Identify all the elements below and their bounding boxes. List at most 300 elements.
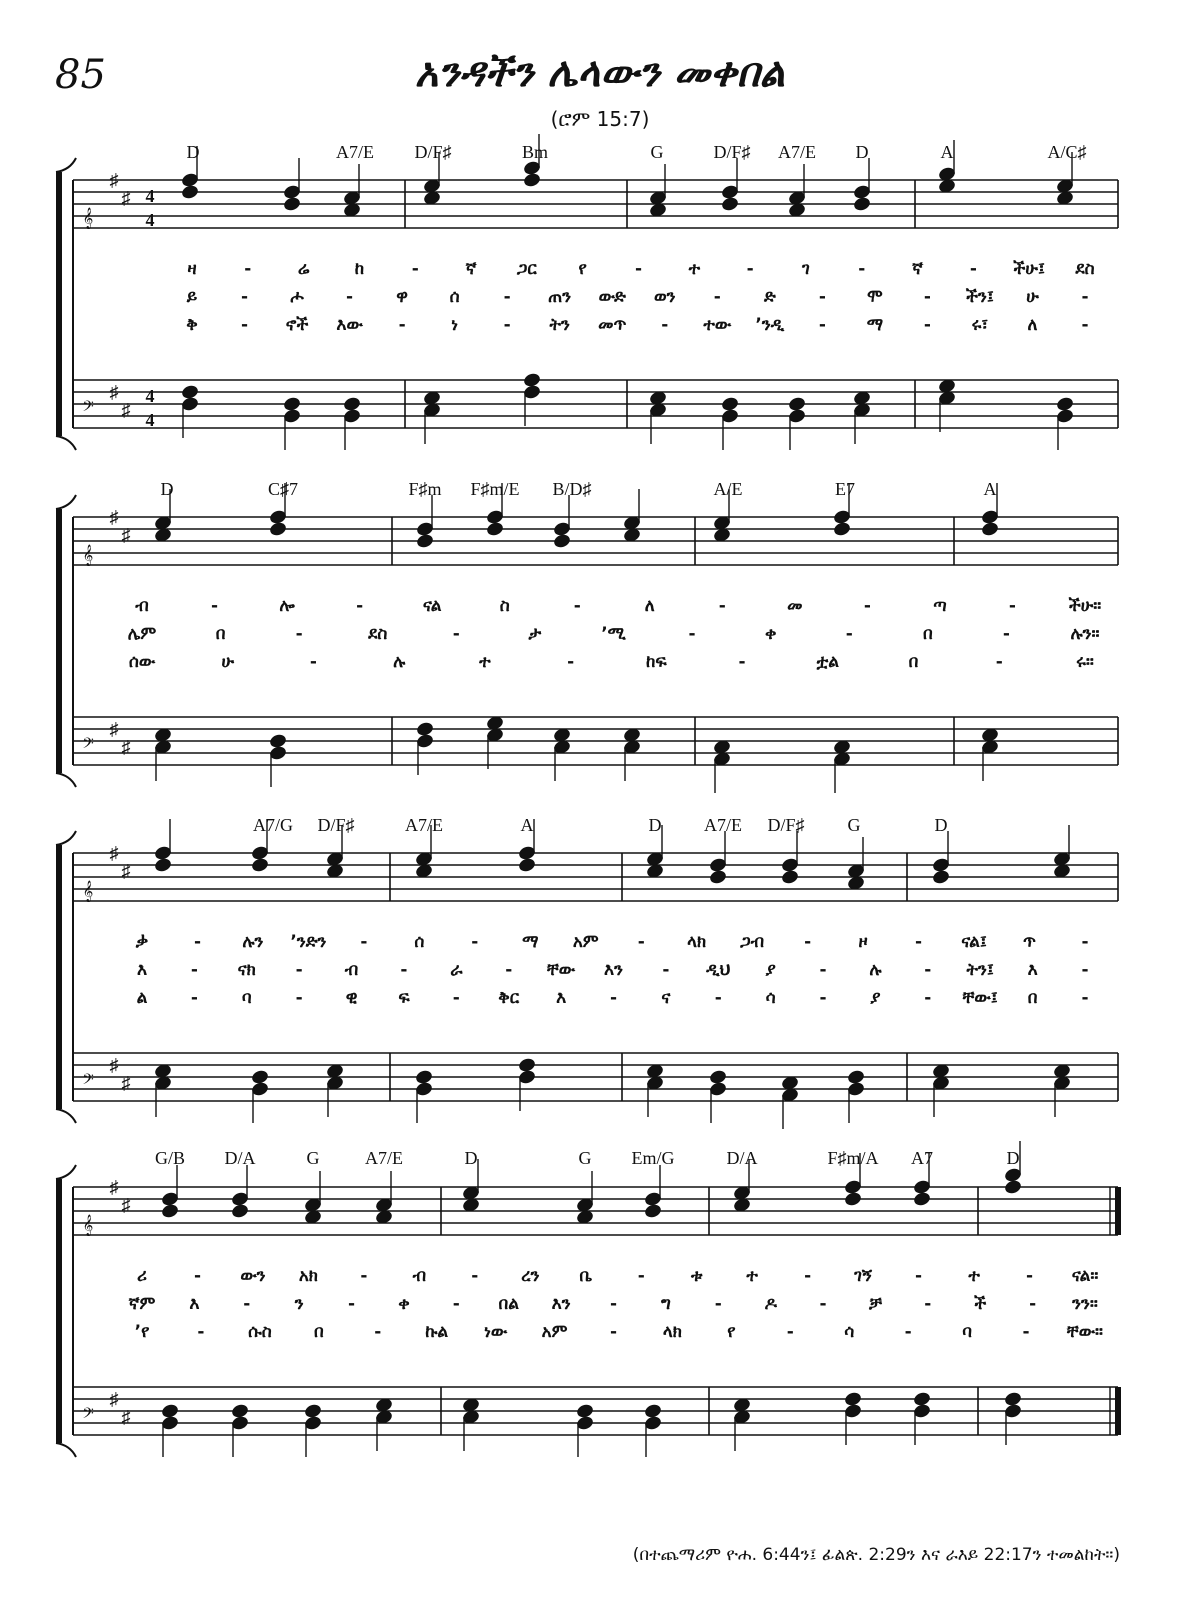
system-2-lyric-verse-3: ተ xyxy=(479,652,491,672)
system-4-lyric-verse-3: የ xyxy=(727,1322,736,1342)
system-3-lyric-verse-1: ጥ xyxy=(1023,932,1036,952)
system-4-chord-symbol: D xyxy=(464,1148,478,1168)
system-3-lyric-verse-3: - xyxy=(924,988,932,1008)
system-4-lyric-verse-3: ቸው። xyxy=(1067,1322,1103,1342)
system-1-lyric-verse-1: ደስ xyxy=(1075,259,1095,279)
system-3-key-signature-sharp-f: ♯ xyxy=(109,1055,119,1075)
system-4-lyric-verse-2: - xyxy=(452,1294,460,1314)
system-1-lyric-verse-1: - xyxy=(746,259,754,279)
system-2-bass-note-head xyxy=(415,721,434,738)
system-1-key-signature-sharp-c: ♯ xyxy=(121,400,131,420)
system-3-lyric-verse-3: - xyxy=(452,988,460,1008)
system-2-lyric-verse-2: ሉን። xyxy=(1070,624,1100,644)
system-4-bass-note-head xyxy=(643,1403,662,1420)
system-2-lyric-verse-1: ሎ xyxy=(279,596,295,616)
system-3-lyric-verse-1: ናል፤ xyxy=(961,932,987,952)
system-2-lyric-verse-1: - xyxy=(356,596,364,616)
system-2-lyric-verse-2: - xyxy=(295,624,303,644)
system-3-lyric-verse-2: - xyxy=(819,960,827,980)
system-4-treble-clef-icon: 𝄞 xyxy=(82,1215,94,1235)
system-1-key-signature-sharp-f: ♯ xyxy=(109,382,119,402)
time-signature-bottom: 4 xyxy=(145,210,155,230)
system-1-lyric-verse-1: ተ xyxy=(688,259,701,279)
system-1-chord-symbol: A7/E xyxy=(778,142,816,162)
system-1-lyric-verse-2: ጠን xyxy=(548,287,572,307)
system-2-lyric-verse-3: ሩ። xyxy=(1076,652,1094,672)
system-3-lyric-verse-1: - xyxy=(193,932,202,952)
system-3-lyric-verse-2: - xyxy=(190,960,198,980)
system-1-lyric-verse-3: - xyxy=(240,315,249,335)
system-1-bass-note-head xyxy=(180,384,199,401)
system-1-lyric-verse-1: ገ xyxy=(802,259,810,279)
system-1-lyric-verse-1: ከ xyxy=(354,259,365,279)
system-1-chord-symbol: A xyxy=(940,142,954,162)
system-4-bracket-top xyxy=(56,1165,76,1179)
system-4-chord-symbol: D xyxy=(1006,1148,1020,1168)
system-4-lyric-verse-2: ግ xyxy=(660,1294,671,1314)
system-4-lyric-verse-1: - xyxy=(915,1266,923,1286)
system-3-lyric-verse-2: - xyxy=(295,960,303,980)
system-4-lyric-verse-1: ረን xyxy=(521,1266,540,1286)
system-4-lyric-verse-2: - xyxy=(714,1294,722,1314)
system-4-lyric-verse-3: ኩል xyxy=(425,1322,449,1342)
system-4-chord-symbol: G xyxy=(578,1148,592,1168)
system-4-chord-symbol: D/A xyxy=(726,1148,758,1168)
song-title: አንዳችን ሌላውን መቀበል xyxy=(414,50,786,96)
system-2-lyric-verse-2: በ xyxy=(215,624,226,644)
system-2-lyric-verse-1: ናል xyxy=(422,596,442,616)
system-4-lyric-verse-3: - xyxy=(609,1322,618,1342)
system-3-lyric-verse-3: - xyxy=(1081,988,1089,1008)
system-1-lyric-verse-2: ሰ xyxy=(449,287,460,307)
system-4-lyric-verse-3: በ xyxy=(313,1322,324,1342)
system-2-lyric-verse-1: - xyxy=(573,596,581,616)
system-2-lyric-verse-3: ከፍ xyxy=(646,652,667,672)
system-1-lyric-verse-1: - xyxy=(858,259,866,279)
system-3-chord-symbol: A7/G xyxy=(253,815,293,835)
system-4-bass-note-head xyxy=(160,1403,179,1420)
system-3-lyric-verse-1: ቃ xyxy=(135,932,149,952)
system-2-chord-symbol: A xyxy=(983,479,997,499)
system-1-bass-note-head xyxy=(1055,396,1074,413)
system-1-lyric-verse-2: - xyxy=(713,287,721,307)
system-4-chord-symbol: F♯m/A xyxy=(827,1148,879,1168)
system-3-lyric-verse-3: ል xyxy=(136,988,148,1008)
system-4-lyric-verse-2: ቻ xyxy=(868,1294,882,1314)
system-3-lyric-verse-1: - xyxy=(637,932,645,952)
system-4-lyric-verse-1: ተ xyxy=(746,1266,758,1286)
system-3-lyric-verse-3: - xyxy=(190,988,198,1008)
system-4-chord-symbol: A7/E xyxy=(365,1148,403,1168)
system-1-bass-note-head xyxy=(787,396,806,413)
system-3-chord-symbol: G xyxy=(847,815,861,835)
system-4-lyric-verse-2: - xyxy=(1029,1294,1037,1314)
system-2-chord-symbol: B/D♯ xyxy=(552,479,592,499)
system-3-lyric-verse-3: ቸው፤ xyxy=(962,988,998,1008)
system-4-bass-note-head xyxy=(1003,1391,1022,1408)
system-1-lyric-verse-3: ለ xyxy=(1027,315,1038,335)
system-2-lyric-verse-1: ለ xyxy=(644,596,655,616)
system-3-lyric-verse-3: ሳ xyxy=(765,988,776,1008)
system-2-chord-symbol: D xyxy=(160,479,174,499)
system-3-chord-symbol: A xyxy=(520,815,534,835)
system-4-bracket-bottom xyxy=(56,1443,76,1457)
system-4-lyric-verse-3: ላክ xyxy=(662,1322,682,1342)
system-4-lyric-verse-3: - xyxy=(1022,1322,1030,1342)
system-1-chord-symbol: D xyxy=(186,142,200,162)
system-1-bass-note-head xyxy=(720,396,739,413)
system-1-lyric-verse-2: - xyxy=(503,287,511,307)
system-1-lyric-verse-2: ዋ xyxy=(396,287,408,307)
system-4-lyric-verse-2: ን xyxy=(294,1294,304,1314)
system-1-lyric-verse-3: ቅ xyxy=(186,315,198,335)
system-4-lyric-verse-1: ናል። xyxy=(1071,1266,1099,1286)
system-4-lyric-verse-1: - xyxy=(471,1266,479,1286)
system-3-treble-clef-icon: 𝄞 xyxy=(82,881,94,901)
system-2-lyric-verse-2: በ xyxy=(922,624,933,644)
system-1-chord-symbol: D/F♯ xyxy=(713,142,751,162)
system-1-lyric-verse-2: - xyxy=(346,287,354,307)
system-1-lyric-verse-3: ነ xyxy=(451,315,459,335)
system-3-lyric-verse-1: ጋብ xyxy=(740,932,765,952)
system-3-lyric-verse-2: ትን፤ xyxy=(966,960,994,980)
song-number: 85 xyxy=(55,52,106,98)
system-1-lyric-verse-1: - xyxy=(244,259,252,279)
system-3-lyric-verse-1: ሰ xyxy=(414,932,425,952)
system-4-lyric-verse-1: - xyxy=(804,1266,812,1286)
system-3-lyric-verse-1: - xyxy=(471,932,479,952)
system-3-lyric-verse-2: እ xyxy=(136,960,148,980)
system-1-chord-symbol: A/C♯ xyxy=(1047,142,1087,162)
system-3-lyric-verse-3: በ xyxy=(1027,988,1038,1008)
system-3-bracket-top xyxy=(56,831,76,845)
system-3-lyric-verse-1: ዞ xyxy=(858,932,868,952)
system-1-lyric-verse-1: ችሁ፤ xyxy=(1013,259,1045,279)
system-1-lyric-verse-3: - xyxy=(818,315,826,335)
system-1-lyric-verse-3: መጥ xyxy=(598,315,627,335)
system-3-lyric-verse-2: ብ xyxy=(344,960,359,980)
system-3-lyric-verse-3: ና xyxy=(661,988,671,1008)
system-4-lyric-verse-1: ቱ xyxy=(690,1266,703,1286)
system-2-lyric-verse-1: - xyxy=(718,596,726,616)
system-3-lyric-verse-1: - xyxy=(360,932,368,952)
system-2-chord-symbol: F♯m/E xyxy=(470,479,520,499)
system-3-lyric-verse-3: እ xyxy=(556,988,567,1008)
system-4-lyric-verse-1: ሪ xyxy=(137,1266,147,1286)
system-3-lyric-verse-2: ያ xyxy=(765,960,776,980)
system-4-lyric-verse-1: ገኝ xyxy=(854,1266,873,1286)
system-1-lyric-verse-3: ተው xyxy=(703,315,732,335)
system-4-lyric-verse-2: - xyxy=(348,1294,356,1314)
system-1-chord-symbol: D/F♯ xyxy=(414,142,452,162)
system-1-lyric-verse-3: ’ንዲ xyxy=(755,315,785,335)
system-2-chord-symbol: C♯7 xyxy=(267,479,299,499)
system-4-lyric-verse-3: ’የ xyxy=(134,1322,150,1342)
system-2-lyric-verse-3: - xyxy=(567,652,575,672)
system-1-bass-note-head xyxy=(282,396,301,413)
system-1-lyric-verse-2: ሞ xyxy=(867,287,883,307)
time-signature-top: 4 xyxy=(145,186,155,206)
system-1-lyric-verse-3: - xyxy=(923,315,931,335)
system-1-lyric-verse-1: ሬ xyxy=(297,259,310,279)
system-3-chord-symbol: D/F♯ xyxy=(767,815,805,835)
system-3-chord-symbol: D xyxy=(648,815,662,835)
system-4-lyric-verse-2: - xyxy=(819,1294,827,1314)
system-3-lyric-verse-2: እ xyxy=(1027,960,1038,980)
system-1-key-signature-sharp-c: ♯ xyxy=(121,188,131,208)
system-2-lyric-verse-1: ስ xyxy=(499,596,510,616)
system-4-lyric-verse-3: ነው xyxy=(484,1322,508,1342)
system-3-lyric-verse-1: - xyxy=(1081,932,1089,952)
system-4-bass-note-head xyxy=(303,1403,322,1420)
system-3-chord-symbol: A7/E xyxy=(704,815,742,835)
system-3-lyric-verse-3: - xyxy=(609,988,618,1008)
system-4-lyric-verse-1: - xyxy=(637,1266,645,1286)
system-4-lyric-verse-3: ሱስ xyxy=(248,1322,272,1342)
system-1-lyric-verse-1: ኛ xyxy=(912,259,923,279)
system-3-lyric-verse-2: እን xyxy=(604,960,623,980)
system-2-lyric-verse-2: ቀ xyxy=(764,624,777,644)
system-1-lyric-verse-2: - xyxy=(240,287,249,307)
system-3-key-signature-sharp-f: ♯ xyxy=(109,843,119,863)
system-2-lyric-verse-3: ሉ xyxy=(393,652,406,672)
system-4-chord-symbol: D/A xyxy=(224,1148,256,1168)
system-4-lyric-verse-3: - xyxy=(786,1322,794,1342)
system-2-lyric-verse-1: - xyxy=(211,596,219,616)
system-4-key-signature-sharp-c: ♯ xyxy=(121,1195,131,1215)
system-4-chord-symbol: G/B xyxy=(154,1148,186,1168)
system-3-lyric-verse-2: ራ xyxy=(450,960,463,980)
system-1-chord-symbol: Bm xyxy=(521,142,549,162)
system-3-lyric-verse-2: - xyxy=(1081,960,1089,980)
system-1-lyric-verse-3: ኖች xyxy=(285,315,309,335)
system-4-lyric-verse-1: አክ xyxy=(298,1266,318,1286)
system-2-lyric-verse-3: በ xyxy=(908,652,919,672)
system-4-lyric-verse-1: - xyxy=(1025,1266,1034,1286)
system-4-key-signature-sharp-c: ♯ xyxy=(121,1407,131,1427)
system-4-chord-symbol: G xyxy=(306,1148,320,1168)
system-3-lyric-verse-3: - xyxy=(295,988,303,1008)
system-1-lyric-verse-3: ማ xyxy=(866,315,884,335)
system-2-lyric-verse-1: ብ xyxy=(135,596,149,616)
system-2-lyric-verse-3: ሁ xyxy=(221,652,235,672)
system-1-lyric-verse-2: ወን xyxy=(653,287,676,307)
system-2-key-signature-sharp-f: ♯ xyxy=(109,719,119,739)
system-1-lyric-verse-3: ሩ፣ xyxy=(971,315,989,335)
system-1-bracket-top xyxy=(56,158,76,172)
system-1-lyric-verse-1: - xyxy=(634,259,643,279)
system-4-bass-clef-icon: 𝄢 xyxy=(82,1405,94,1425)
system-2-lyric-verse-1: - xyxy=(1008,596,1016,616)
system-1-bass-note-head xyxy=(342,396,361,413)
system-1-chord-symbol: G xyxy=(650,142,664,162)
system-1-lyric-verse-3: ትን xyxy=(549,315,570,335)
system-1-treble-clef-icon: 𝄞 xyxy=(82,208,94,228)
system-1-key-signature-sharp-f: ♯ xyxy=(109,170,119,190)
system-3-lyric-verse-3: - xyxy=(819,988,827,1008)
system-4-lyric-verse-2: እ xyxy=(189,1294,200,1314)
system-3-bracket-bottom xyxy=(56,1109,76,1123)
system-4-lyric-verse-3: ሳ xyxy=(844,1322,855,1342)
system-2-lyric-verse-1: መ xyxy=(787,596,803,616)
system-1-lyric-verse-3: - xyxy=(661,315,669,335)
system-4-lyric-verse-2: እን xyxy=(551,1294,571,1314)
system-2-lyric-verse-3: - xyxy=(995,652,1003,672)
system-4-lyric-verse-3: - xyxy=(904,1322,912,1342)
system-1-lyric-verse-1: - xyxy=(411,259,419,279)
system-2-bracket-bottom xyxy=(56,773,76,787)
system-3-lyric-verse-2: - xyxy=(505,960,513,980)
system-4-lyric-verse-2: - xyxy=(609,1294,618,1314)
system-1-lyric-verse-2: ድ xyxy=(763,287,776,307)
system-2-lyric-verse-2: - xyxy=(452,624,460,644)
system-3-chord-symbol: D xyxy=(934,815,948,835)
system-3-lyric-verse-2: - xyxy=(924,960,932,980)
system-2-key-signature-sharp-c: ♯ xyxy=(121,525,131,545)
system-3-bass-clef-icon: 𝄢 xyxy=(82,1071,94,1091)
system-3-lyric-verse-1: አም xyxy=(572,932,599,952)
system-2-treble-clef-icon: 𝄞 xyxy=(82,545,94,565)
system-1-lyric-verse-2: - xyxy=(1081,287,1089,307)
system-3-lyric-verse-3: ያ xyxy=(870,988,881,1008)
system-3-lyric-verse-3: ፍ xyxy=(398,988,410,1008)
system-1-lyric-verse-3: - xyxy=(1081,315,1089,335)
system-4-lyric-verse-1: - xyxy=(360,1266,368,1286)
system-4-lyric-verse-2: ች xyxy=(974,1294,987,1314)
system-4-bass-note-head xyxy=(575,1403,594,1420)
system-4-key-signature-sharp-f: ♯ xyxy=(109,1389,119,1409)
system-3-lyric-verse-3: ባ xyxy=(241,988,252,1008)
system-4-lyric-verse-1: ብ xyxy=(412,1266,427,1286)
system-3-lyric-verse-1: ሉን xyxy=(242,932,264,952)
system-1-lyric-verse-1: ኛ xyxy=(465,259,477,279)
system-4-lyric-verse-3: አም xyxy=(541,1322,568,1342)
system-1-lyric-verse-3: - xyxy=(398,315,406,335)
system-4-lyric-verse-2: ዶ xyxy=(764,1294,777,1314)
system-1-lyric-verse-1: ጋር xyxy=(516,259,537,279)
system-1-lyric-verse-2: ይ xyxy=(186,287,198,307)
system-4-lyric-verse-1: ተ xyxy=(968,1266,980,1286)
system-2-lyric-verse-2: - xyxy=(1002,624,1010,644)
system-4-bass-note-head xyxy=(843,1391,862,1408)
system-3-key-signature-sharp-c: ♯ xyxy=(121,861,131,881)
system-2-lyric-verse-1: ጣ xyxy=(933,596,947,616)
system-4-bass-note-head xyxy=(912,1391,931,1408)
system-3-bass-note-head xyxy=(517,1057,536,1074)
system-1-chord-symbol: D xyxy=(855,142,869,162)
system-1-lyric-verse-3: - xyxy=(503,315,511,335)
system-1-lyric-verse-2: - xyxy=(818,287,826,307)
system-3-key-signature-sharp-c: ♯ xyxy=(121,1073,131,1093)
system-4-lyric-verse-3: - xyxy=(197,1322,205,1342)
system-1-bass-clef-icon: 𝄢 xyxy=(82,398,94,418)
system-2-lyric-verse-1: - xyxy=(863,596,871,616)
time-signature-bottom: 4 xyxy=(145,410,155,430)
system-3-lyric-verse-2: - xyxy=(400,960,408,980)
system-2-lyric-verse-3: ሰው xyxy=(128,652,156,672)
system-2-lyric-verse-3: - xyxy=(309,652,317,672)
system-4-key-signature-sharp-f: ♯ xyxy=(109,1177,119,1197)
system-4-chord-symbol: Em/G xyxy=(631,1148,675,1168)
system-3-lyric-verse-2: ዲህ xyxy=(706,960,731,980)
system-2-bass-clef-icon: 𝄢 xyxy=(82,735,94,755)
system-2-lyric-verse-2: - xyxy=(688,624,696,644)
system-4-lyric-verse-2: ንን። xyxy=(1072,1294,1098,1314)
system-3-bass-note-head xyxy=(708,1069,727,1086)
system-4-lyric-verse-1: ቤ xyxy=(579,1266,593,1286)
system-3-lyric-verse-1: ላክ xyxy=(687,932,707,952)
system-1-lyric-verse-1: ዛ xyxy=(187,259,197,279)
system-4-lyric-verse-2: - xyxy=(243,1294,251,1314)
system-3-lyric-verse-2: ናክ xyxy=(237,960,256,980)
system-1-bass-note-head xyxy=(522,372,541,389)
system-1-lyric-verse-2: ሁ xyxy=(1026,287,1039,307)
system-4-lyric-verse-1: - xyxy=(193,1266,202,1286)
system-3-lyric-verse-3: ቅር xyxy=(498,988,520,1008)
system-2-lyric-verse-2: - xyxy=(845,624,853,644)
system-4-lyric-verse-2: ኛም xyxy=(128,1294,156,1314)
system-2-bass-note-head xyxy=(268,733,287,750)
system-1-lyric-verse-2: ችን፤ xyxy=(965,287,994,307)
system-3-lyric-verse-1: ’ንድን xyxy=(290,932,327,952)
system-3-lyric-verse-3: ዊ xyxy=(345,988,358,1008)
system-2-lyric-verse-3: ቷል xyxy=(816,652,840,672)
system-3-lyric-verse-1: ማ xyxy=(522,932,539,952)
system-3-lyric-verse-2: ቸው xyxy=(547,960,576,980)
system-2-chord-symbol: E7 xyxy=(835,479,855,499)
system-1-chord-symbol: A7/E xyxy=(336,142,374,162)
system-1-lyric-verse-2: - xyxy=(923,287,931,307)
system-1-lyric-verse-3: እው xyxy=(336,315,363,335)
system-1-lyric-verse-2: ሖ xyxy=(290,287,304,307)
system-4-bass-note-head xyxy=(230,1403,249,1420)
system-4-lyric-verse-2: ቀ xyxy=(398,1294,410,1314)
system-2-lyric-verse-2: ታ xyxy=(528,624,542,644)
system-2-chord-symbol: A/E xyxy=(713,479,743,499)
system-3-lyric-verse-1: - xyxy=(804,932,812,952)
system-3-lyric-verse-2: ሉ xyxy=(869,960,882,980)
system-3-lyric-verse-1: - xyxy=(915,932,923,952)
system-2-bracket-top xyxy=(56,495,76,509)
system-1-bracket-bottom xyxy=(56,436,76,450)
system-1-lyric-verse-2: ውድ xyxy=(598,287,626,307)
system-3-bass-note-head xyxy=(846,1069,865,1086)
system-4-lyric-verse-2: በል xyxy=(498,1294,519,1314)
system-3-lyric-verse-3: - xyxy=(714,988,722,1008)
system-2-lyric-verse-1: ችሁ። xyxy=(1068,596,1102,616)
system-4-lyric-verse-2: - xyxy=(924,1294,932,1314)
system-1-lyric-verse-1: - xyxy=(969,259,977,279)
system-3-bass-note-head xyxy=(250,1069,269,1086)
system-2-lyric-verse-3: - xyxy=(738,652,746,672)
scripture-reference: (ሮም 15:7) xyxy=(550,107,650,131)
system-3-bass-note-head xyxy=(414,1069,433,1086)
system-4-lyric-verse-3: - xyxy=(374,1322,382,1342)
system-2-key-signature-sharp-f: ♯ xyxy=(109,507,119,527)
system-1-lyric-verse-1: የ xyxy=(578,259,587,279)
system-3-lyric-verse-2: - xyxy=(662,960,670,980)
system-2-lyric-verse-2: ደስ xyxy=(368,624,388,644)
system-2-key-signature-sharp-c: ♯ xyxy=(121,737,131,757)
system-2-lyric-verse-2: ’ሚ xyxy=(601,624,626,644)
footnote: (በተጨማሪም ዮሐ. 6:44ን፤ ፊልጵ. 2:29ን እና ራእይ 22:17ን ተመልከት።) xyxy=(632,1545,1120,1565)
system-3-chord-symbol: D/F♯ xyxy=(317,815,355,835)
system-4-lyric-verse-1: ውን xyxy=(240,1266,266,1286)
time-signature-top: 4 xyxy=(145,386,155,406)
system-4-chord-symbol: A7 xyxy=(911,1148,933,1168)
system-3-chord-symbol: A7/E xyxy=(405,815,443,835)
system-2-lyric-verse-2: ሌም xyxy=(127,624,157,644)
